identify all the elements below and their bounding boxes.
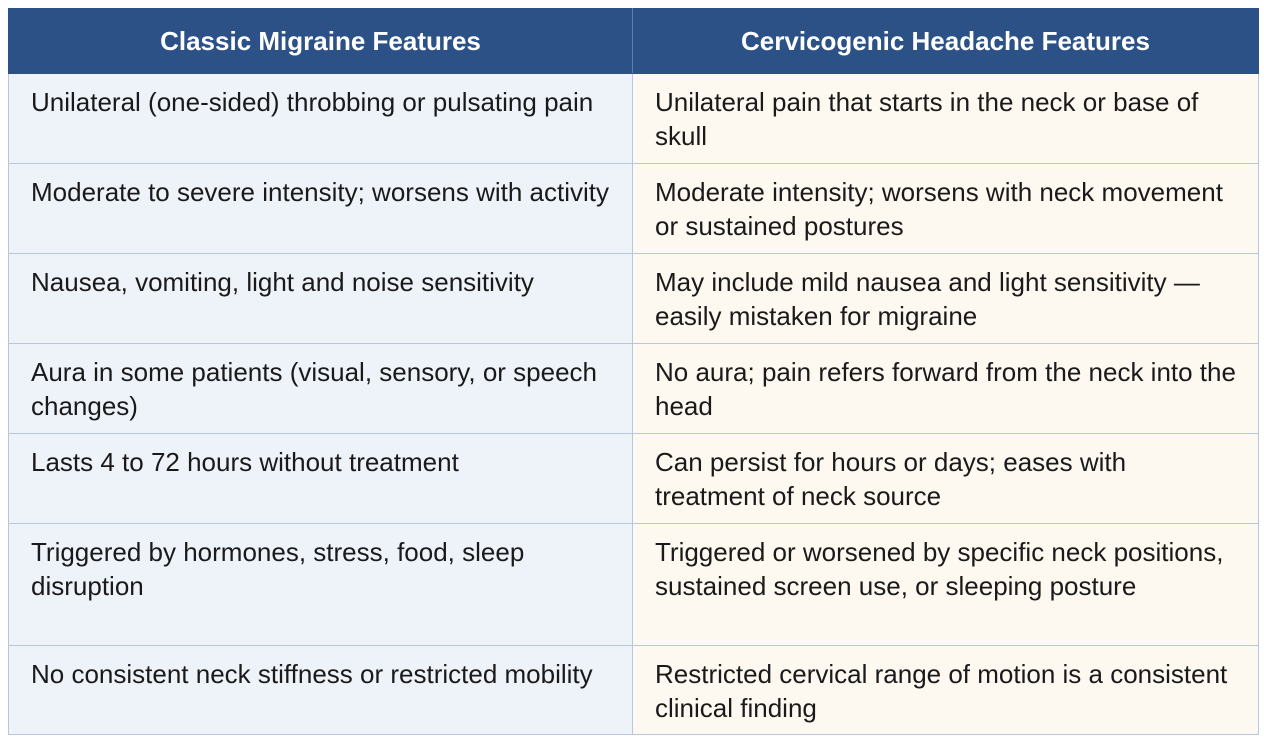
migraine-feature-cell: Unilateral (one-sided) throbbing or pulsating pain xyxy=(9,74,633,164)
migraine-feature-cell: No consistent neck stiffness or restricted mobility xyxy=(9,646,633,735)
table-row xyxy=(9,434,1259,524)
table-row xyxy=(9,646,1259,735)
table-row xyxy=(9,254,1259,344)
cervicogenic-feature-cell: Restricted cervical range of motion is a consistent clinical finding xyxy=(633,646,1259,735)
migraine-feature-cell: Triggered by hormones, stress, food, sleep disruption xyxy=(9,524,633,646)
cervicogenic-feature-cell: Moderate intensity; worsens with neck movement or sustained postures xyxy=(633,164,1259,254)
table-row xyxy=(9,164,1259,254)
cervicogenic-feature-cell: Unilateral pain that starts in the neck or base of skull xyxy=(633,74,1259,164)
table-row xyxy=(9,344,1259,434)
table-row xyxy=(9,74,1259,164)
header-migraine: Classic Migraine Features xyxy=(9,9,633,74)
migraine-feature-cell: Lasts 4 to 72 hours without treatment xyxy=(9,434,633,524)
migraine-feature-cell: Aura in some patients (visual, sensory, or speech changes) xyxy=(9,344,633,434)
cervicogenic-feature-cell: May include mild nausea and light sensitivity — easily mistaken for migraine xyxy=(633,254,1259,344)
comparison-table-container xyxy=(8,8,1258,735)
table-row xyxy=(9,524,1259,646)
cervicogenic-feature-cell: No aura; pain refers forward from the neck into the head xyxy=(633,344,1259,434)
comparison-table xyxy=(8,8,1259,735)
migraine-feature-cell: Moderate to severe intensity; worsens with activity xyxy=(9,164,633,254)
header-cervicogenic: Cervicogenic Headache Features xyxy=(633,9,1259,74)
table-header-row xyxy=(9,9,1259,74)
cervicogenic-feature-cell: Can persist for hours or days; eases with treatment of neck source xyxy=(633,434,1259,524)
cervicogenic-feature-cell: Triggered or worsened by specific neck positions, sustained screen use, or sleeping posture xyxy=(633,524,1259,646)
migraine-feature-cell: Nausea, vomiting, light and noise sensitivity xyxy=(9,254,633,344)
